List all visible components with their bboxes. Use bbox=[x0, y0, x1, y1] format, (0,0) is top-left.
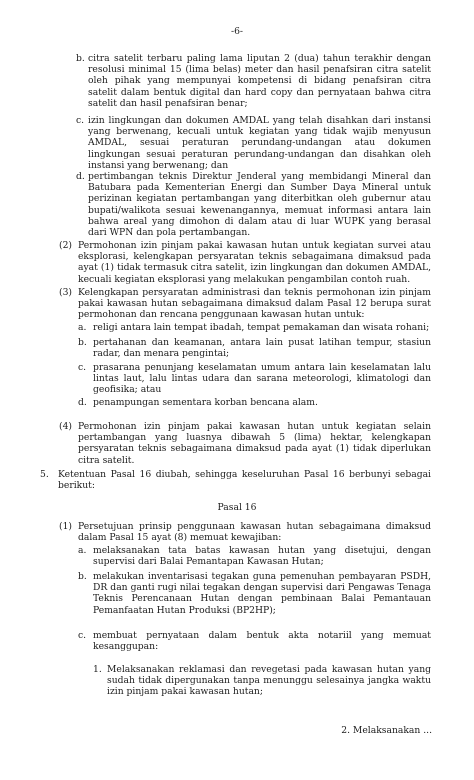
pasal-16-item-b-marker: b. bbox=[78, 571, 87, 582]
item-c-text: izin lingkungan dan dokumen AMDAL yang telah disahkan dari instansi yang berwenang, kecuali untuk kegiatan yang tidak wajib menyusun AMDAL, sesuai peraturan perundang-undangan atau dokumen lingkungan sesuai peraturan perundang-undangan dan disahkan oleh instansi yang berwenang; dan bbox=[88, 115, 431, 171]
item-d-marker: d. bbox=[76, 171, 85, 182]
item-5-text: Ketentuan Pasal 16 diubah, sehingga keseluruhan Pasal 16 berbunyi sebagai berikut: bbox=[58, 469, 431, 492]
next-page-continuation: 2. Melaksanakan ... bbox=[341, 725, 432, 736]
paragraph-3-item-a-text: religi antara lain tempat ibadah, tempat pemakaman dan wisata rohani; bbox=[93, 322, 430, 333]
pasal-16-item-c1-text: Melaksanakan reklamasi dan revegetasi pada kawasan hutan yang sudah tidak dipergunakan tanpa menunggu selesainya jangka waktu izin pinjam pakai kawasan hutan; bbox=[107, 664, 431, 698]
page-number: -6- bbox=[230, 26, 244, 37]
pasal-16-paragraph-1-text: Persetujuan prinsip penggunaan kawasan hutan sebagaimana dimaksud dalam Pasal 15 ayat (8) memuat kewajiban: bbox=[78, 521, 431, 544]
item-d-text: pertimbangan teknis Direktur Jenderal yang membidangi Mineral dan Batubara pada Kementerian Energi dan Sumber Daya Mineral untuk perizinan kegiatan pertambangan yang diterbitkan oleh gubernur atau bupati/walikota sesuai kewenangannya, memuat informasi antara lain bahwa areal yang dimohon di dalam atau di luar WUPK yang berasal dari WPN dan pola pertambangan. bbox=[88, 171, 431, 239]
paragraph-3-item-c-text: prasarana penunjang keselamatan umum antara lain keselamatan lalu lintas laut, lalu lintas udara dan sarana meteorologi, klimatologi dan geofisika; atau bbox=[93, 362, 431, 396]
paragraph-2-marker: (2) bbox=[59, 240, 73, 251]
paragraph-3-item-d-marker: d. bbox=[78, 397, 87, 408]
paragraph-3-item-b-text: pertahanan dan keamanan, antara lain pusat latihan tempur, stasiun radar, dan menara pengintai; bbox=[93, 337, 431, 360]
pasal-16-item-b-text: melakukan inventarisasi tegakan guna pemenuhan pembayaran PSDH, DR dan ganti rugi nilai tegakan dengan supervisi dari Pengawas Tenaga Teknis Perencanaan Hutan dengan pembinaan Balai Pemantauan Pemanfaatan Hutan Produksi (BP2HP); bbox=[93, 571, 431, 616]
paragraph-2-text: Permohonan izin pinjam pakai kawasan hutan untuk kegiatan survei atau eksplorasi, kelengkapan persyaratan teknis sebagaimana dimaksud pada ayat (1) tidak termasuk citra satelit, izin lingkungan dan dokumen AMDAL, kecuali kegiatan eksplorasi yang melakukan pengambilan contoh ruah. bbox=[78, 240, 431, 285]
item-b-text: citra satelit terbaru paling lama liputan 2 (dua) tahun terakhir dengan resolusi minimal 15 (lima belas) meter dan hasil penafsiran citra satelit oleh pihak yang mempunyai kompetensi di bidang penafsiran citra satelit dalam bentuk digital dan hard copy dan pernyataan bahwa citra satelit dan hasil penafsiran benar; bbox=[88, 53, 431, 109]
paragraph-3-item-c-marker: c. bbox=[78, 362, 87, 373]
pasal-16-item-a-text: melaksanakan tata batas kawasan hutan yang disetujui, dengan supervisi dari Balai Pemantapan Kawasan Hutan; bbox=[93, 545, 431, 568]
paragraph-4-text: Permohonan izin pinjam pakai kawasan hutan untuk kegiatan selain pertambangan yang luasnya dibawah 5 (lima) hektar, kelengkapan persyaratan teknis sebagaimana dimaksud pada ayat (1) tidak diperlukan citra satelit. bbox=[78, 421, 431, 466]
item-b-marker: b. bbox=[76, 53, 85, 64]
pasal-16-item-a-marker: a. bbox=[78, 545, 87, 556]
paragraph-3-item-b-marker: b. bbox=[78, 337, 87, 348]
paragraph-3-item-a-marker: a. bbox=[78, 322, 87, 333]
pasal-16-item-c-marker: c. bbox=[78, 630, 87, 641]
pasal-16-item-c1-marker: 1. bbox=[93, 664, 102, 675]
pasal-16-paragraph-1-marker: (1) bbox=[59, 521, 73, 532]
paragraph-3-item-d-text: penampungan sementara korban bencana alam. bbox=[93, 397, 318, 408]
item-5-marker: 5. bbox=[40, 469, 49, 480]
paragraph-4-marker: (4) bbox=[59, 421, 73, 432]
pasal-16-item-c-text: membuat pernyataan dalam bentuk akta notariil yang memuat kesanggupan: bbox=[93, 630, 431, 653]
paragraph-3-text: Kelengkapan persyaratan administrasi dan teknis permohonan izin pinjam pakai kawasan hutan sebagaimana dimaksud dalam Pasal 12 berupa surat permohonan dan rencana penggunaan kawasan hutan untuk: bbox=[78, 287, 431, 321]
pasal-16-title: Pasal 16 bbox=[217, 502, 257, 513]
item-c-marker: c. bbox=[76, 115, 85, 126]
paragraph-3-marker: (3) bbox=[59, 287, 73, 298]
